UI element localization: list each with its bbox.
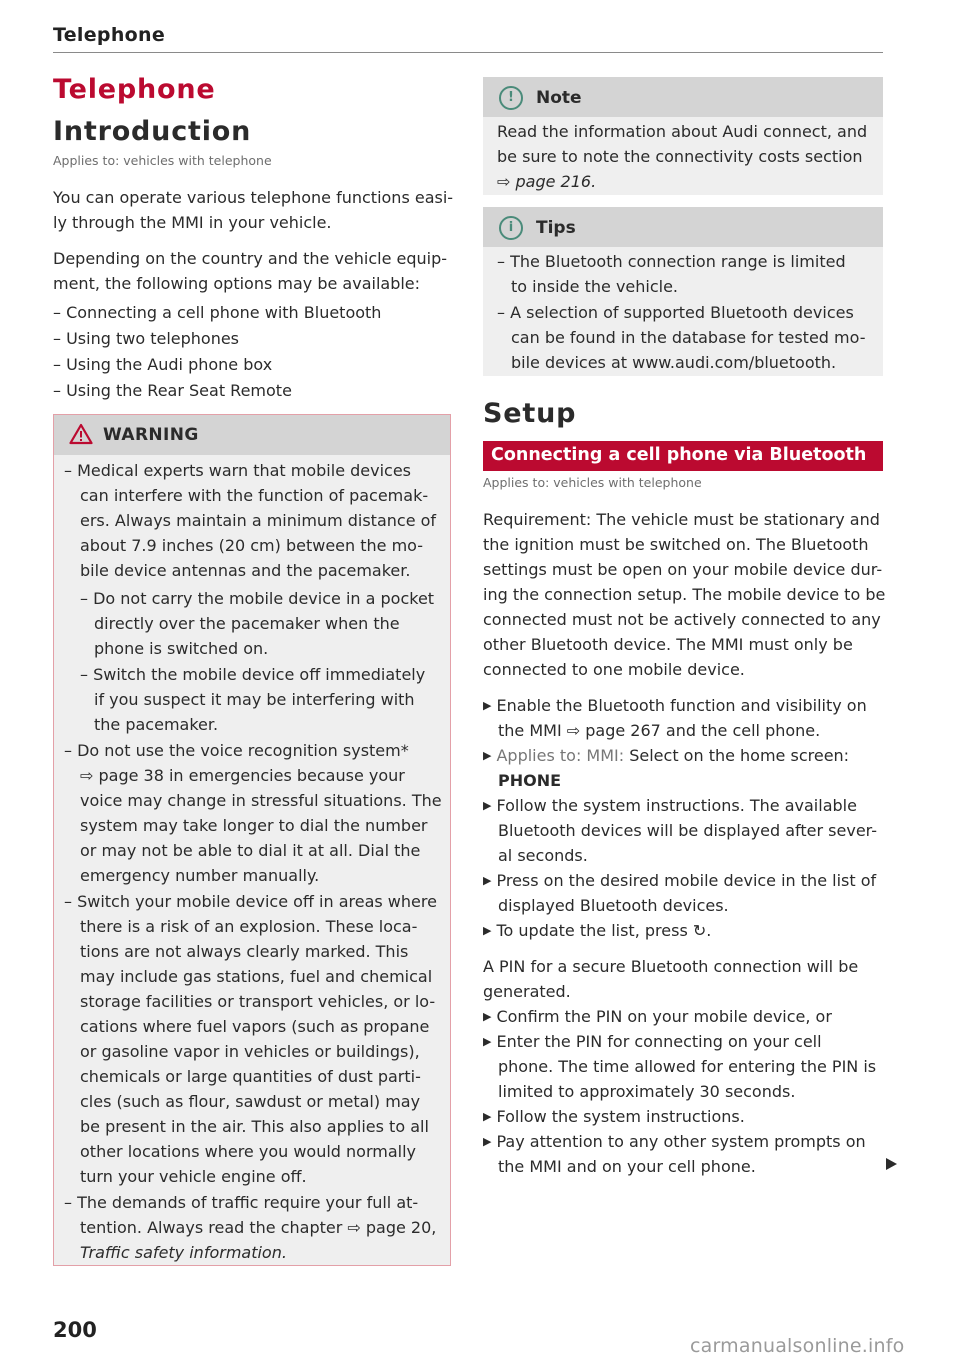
requirement-line: connected to one mobile device. — [483, 660, 745, 679]
warning-line: the pacemaker. — [94, 715, 219, 734]
step-continuation: phone. The time allowed for entering the PIN is — [498, 1057, 877, 1076]
warning-line: cles (such as flour, sawdust or metal) may — [80, 1092, 421, 1111]
warning-line: or gasoline vapor in vehicles or buildings), — [80, 1042, 420, 1061]
header-rule — [53, 52, 883, 53]
step-item — [483, 1029, 822, 1056]
step-arrow-icon: ▶ — [483, 749, 492, 762]
warning-line: system may take longer to dial the number — [80, 816, 428, 835]
warning-line: phone is switched on. — [94, 639, 269, 658]
step-item — [483, 693, 867, 720]
intro-line-2: ly through the MMI in your vehicle. — [53, 213, 332, 232]
warning-line-page-ref[interactable]: tention. Always read the chapter ⇨ page 20, — [80, 1218, 437, 1237]
running-header: Telephone — [53, 24, 166, 46]
warning-line: chemicals or large quantities of dust parti- — [80, 1067, 421, 1086]
subsection-bar — [483, 441, 883, 471]
requirement-line: connected must not be actively connected to any — [483, 610, 881, 629]
step-arrow-icon: ▶ — [483, 1135, 492, 1148]
warning-line: may include gas stations, fuel and chemical — [80, 967, 433, 986]
tips-label: Tips — [536, 218, 576, 238]
step-item — [483, 743, 849, 770]
note-label: Note — [536, 88, 582, 108]
warning-line: or may not be able to dial it at all. Dial the — [80, 841, 421, 860]
warning-line: other locations where you would normally — [80, 1142, 417, 1161]
tips-line: to inside the vehicle. — [511, 277, 679, 296]
warning-line: cations where fuel vapors (such as propane — [80, 1017, 430, 1036]
warning-triangle-icon — [69, 423, 93, 445]
warning-line: bile device antennas and the pacemaker. — [80, 561, 411, 580]
step-text: Follow the system instructions. The available — [496, 796, 857, 815]
step-text: Enter the PIN for connecting on your cell — [496, 1032, 822, 1051]
step-arrow-icon: ▶ — [483, 699, 492, 712]
step-arrow-icon: ▶ — [483, 1110, 492, 1123]
warning-line: turn your vehicle engine off. — [80, 1167, 307, 1186]
step-menu-label: PHONE — [498, 771, 562, 790]
requirement-line: ing the connection setup. The mobile device to be — [483, 585, 886, 604]
warning-line: – Medical experts warn that mobile devices — [64, 461, 412, 480]
step-item — [483, 1104, 745, 1131]
step-continuation: Bluetooth devices will be displayed after sever- — [498, 821, 877, 840]
note-header — [483, 77, 883, 117]
step-arrow-icon: ▶ — [483, 1035, 492, 1048]
step-text: Pay attention to any other system prompts on — [496, 1132, 866, 1151]
step-item — [483, 918, 711, 945]
section-title-introduction: Introduction — [53, 116, 252, 147]
warning-line: there is a risk of an explosion. These loca- — [80, 917, 418, 936]
step-continuation[interactable]: the MMI ⇨ page 267 and the cell phone. — [498, 721, 821, 740]
step-item — [483, 1004, 832, 1031]
step-arrow-icon: ▶ — [483, 924, 492, 937]
tips-line: bile devices at www.audi.com/bluetooth. — [511, 353, 837, 372]
note-line: Read the information about Audi connect, and — [497, 122, 868, 141]
step-text: Press on the desired mobile device in the list of — [496, 871, 877, 890]
pin-intro-line: A PIN for a secure Bluetooth connection will be — [483, 957, 859, 976]
tips-box — [483, 207, 883, 376]
warning-line: storage facilities or transport vehicles, or lo- — [80, 992, 436, 1011]
watermark: carmanualsonline.info — [690, 1335, 905, 1357]
option-item: – Using two telephones — [53, 329, 240, 348]
warning-line: if you suspect it may be interfering with — [94, 690, 415, 709]
step-arrow-icon: ▶ — [483, 874, 492, 887]
applies-note: Applies to: vehicles with telephone — [53, 153, 272, 168]
requirement-line: the ignition must be switched on. The Bluetooth — [483, 535, 869, 554]
warning-label: WARNING — [103, 425, 199, 445]
warning-line: – The demands of traffic require your full at- — [64, 1193, 419, 1212]
warning-header — [54, 415, 450, 455]
step-continuation: al seconds. — [498, 846, 588, 865]
step-continuation: displayed Bluetooth devices. — [498, 896, 729, 915]
warning-line: – Do not use the voice recognition system* — [64, 741, 409, 760]
warning-line: can interfere with the function of pacemak- — [80, 486, 429, 505]
step-text: Enable the Bluetooth function and visibility on — [496, 696, 867, 715]
step-text: Follow the system instructions. — [496, 1107, 745, 1126]
warning-line: tions are not always clearly marked. This — [80, 942, 409, 961]
section-title-setup: Setup — [483, 398, 577, 429]
tips-header — [483, 207, 883, 247]
warning-line: – Do not carry the mobile device in a pocket — [80, 589, 435, 608]
applies-note: Applies to: vehicles with telephone — [483, 475, 702, 490]
warning-line: be present in the air. This also applies to all — [80, 1117, 429, 1136]
requirement-line: settings must be open on your mobile device dur- — [483, 560, 883, 579]
warning-line-page-ref[interactable]: ⇨ page 38 in emergencies because your — [80, 766, 405, 785]
warning-line: emergency number manually. — [80, 866, 320, 885]
warning-line: – Switch your mobile device off in areas where — [64, 892, 437, 911]
note-page-ref[interactable]: ⇨ page 216. — [497, 172, 597, 191]
pin-intro-line: generated. — [483, 982, 571, 1001]
chapter-title: Telephone — [53, 74, 216, 105]
continue-arrow-icon — [886, 1158, 897, 1170]
requirement-line: other Bluetooth device. The MMI must only be — [483, 635, 853, 654]
tips-line: – A selection of supported Bluetooth devices — [497, 303, 854, 322]
note-line: be sure to note the connectivity costs section — [497, 147, 863, 166]
step-item — [483, 1129, 866, 1156]
option-item: – Using the Rear Seat Remote — [53, 381, 292, 400]
intro-line-1: You can operate various telephone functions easi- — [53, 188, 454, 207]
step-applies-tag: Applies to: MMI: — [496, 746, 625, 765]
step-text: Confirm the PIN on your mobile device, or — [496, 1007, 832, 1026]
step-text: To update the list, press ↻. — [496, 921, 712, 940]
step-continuation: limited to approximately 30 seconds. — [498, 1082, 796, 1101]
warning-line: voice may change in stressful situations. The — [80, 791, 442, 810]
option-item: – Using the Audi phone box — [53, 355, 273, 374]
info-circle-icon: i — [499, 216, 523, 240]
subsection-title: Connecting a cell phone via Bluetooth — [491, 445, 867, 465]
warning-line: – Switch the mobile device off immediately — [80, 665, 426, 684]
tips-line: can be found in the database for tested mo- — [511, 328, 866, 347]
step-arrow-icon: ▶ — [483, 799, 492, 812]
step-item — [483, 868, 876, 895]
page-number: 200 — [53, 1318, 97, 1342]
step-item — [483, 793, 857, 820]
exclamation-circle-icon: ! — [499, 86, 523, 110]
warning-box — [53, 414, 451, 1266]
step-continuation: the MMI and on your cell phone. — [498, 1157, 756, 1176]
note-box — [483, 77, 883, 195]
warning-line-chapter-ref[interactable]: Traffic safety information. — [80, 1243, 287, 1262]
tips-line: – The Bluetooth connection range is limited — [497, 252, 846, 271]
requirement-line: Requirement: The vehicle must be stationary and — [483, 510, 880, 529]
step-arrow-icon: ▶ — [483, 1010, 492, 1023]
option-item: – Connecting a cell phone with Bluetooth — [53, 303, 382, 322]
options-intro-line-2: ment, the following options may be available: — [53, 274, 421, 293]
warning-line: ers. Always maintain a minimum distance of — [80, 511, 437, 530]
step-text: Select on the home screen: — [629, 746, 850, 765]
options-intro-line-1: Depending on the country and the vehicle equip- — [53, 249, 448, 268]
warning-line: directly over the pacemaker when the — [94, 614, 400, 633]
warning-line: about 7.9 inches (20 cm) between the mo- — [80, 536, 424, 555]
